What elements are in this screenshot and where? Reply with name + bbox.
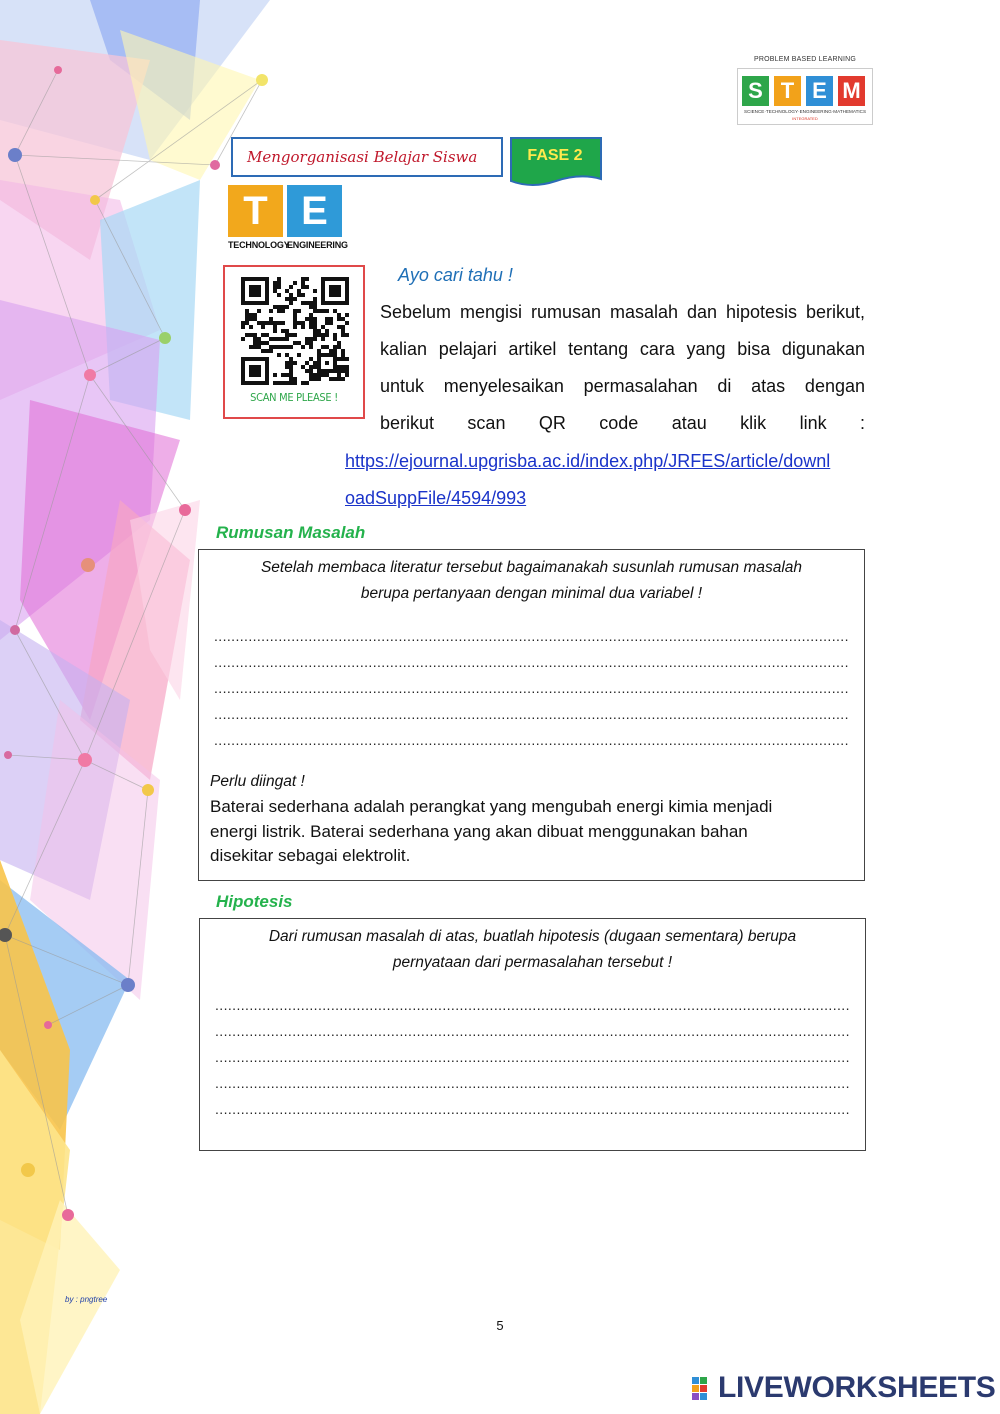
hipotesis-answer-line[interactable]: [215, 1023, 851, 1041]
stem-logo: [737, 56, 873, 126]
hipotesis-instruction: [200, 924, 865, 976]
note-line: Baterai sederhana adalah perangkat yang mengubah energi kimia menjadi: [210, 797, 773, 816]
stem-subtitle-2: INTEGRATED: [792, 116, 818, 121]
fase-badge: [510, 137, 604, 189]
intro-line: kalian pelajari artikel tentang cara yang bisa digunakan: [380, 339, 865, 359]
perlu-diingat-heading: Perlu diingat !: [210, 773, 305, 790]
rumusan-answer-line[interactable]: [214, 628, 850, 646]
stem-logo-box: [737, 68, 873, 125]
stem-letter-t: T: [774, 76, 801, 106]
rumusan-box: [198, 549, 865, 881]
intro-line: untuk menyelesaikan permasalahan di atas dengan: [380, 376, 865, 396]
rumusan-heading: Rumusan Masalah: [216, 523, 366, 542]
perlu-diingat-text: [210, 795, 850, 869]
note-line: energi listrik. Baterai sederhana yang akan dibuat menggunakan bahan: [210, 821, 748, 841]
image-credit: by : pngtree: [65, 1295, 108, 1304]
rumusan-instruction-line: berupa pertanyaan dengan minimal dua variabel !: [360, 585, 703, 602]
rumusan-answer-line[interactable]: [214, 732, 850, 750]
intro-line: berikut scan QR code atau klik link :: [380, 413, 865, 433]
hipotesis-answer-line[interactable]: [215, 1075, 851, 1093]
note-line: disekitar sebagai elektrolit.: [210, 846, 411, 865]
qr-caption: SCAN ME PLEASE !: [250, 391, 338, 404]
article-link-line-1[interactable]: https://ejournal.upgrisba.ac.id/index.php/JRFES/article/downl: [345, 451, 831, 471]
hipotesis-instruction-line: Dari rumusan masalah di atas, buatlah hipotesis (dugaan sementara) berupa: [268, 928, 797, 945]
technology-tile: T: [228, 185, 283, 237]
phase-title: Mengorganisasi Belajar Siswa: [247, 148, 478, 166]
rumusan-answer-line[interactable]: [214, 706, 850, 724]
rumusan-instruction-line: Setelah membaca literatur tersebut bagaimanakah susunlah rumusan masalah: [260, 559, 803, 576]
article-link-line-2[interactable]: oadSuppFile/4594/993: [345, 488, 527, 508]
engineering-tile: E: [287, 185, 342, 237]
hipotesis-answer-line[interactable]: [215, 1049, 851, 1067]
liveworksheets-brand: LIVEWORKSHEETS: [718, 1371, 996, 1404]
technology-label: TECHNOLOGY: [228, 240, 290, 250]
liveworksheets-icon: [692, 1377, 716, 1403]
hipotesis-heading: Hipotesis: [216, 892, 293, 911]
rumusan-answer-line[interactable]: [214, 680, 850, 698]
intro-line: Sebelum mengisi rumusan masalah dan hipotesis berikut,: [380, 302, 865, 322]
stem-top-label: PROBLEM BASED LEARNING: [753, 56, 857, 63]
fase-label: FASE 2: [527, 147, 583, 164]
page-number: 5: [496, 1318, 504, 1333]
rumusan-answer-line[interactable]: [214, 654, 850, 672]
hipotesis-instruction-line: pernyataan dari permasalahan tersebut !: [392, 954, 673, 971]
stem-letter-s: S: [742, 76, 769, 106]
stem-subtitle: SCIENCE·TECHNOLOGY·ENGINEERING·MATHEMATICS: [743, 109, 867, 114]
rumusan-instruction: [199, 555, 864, 607]
phase-title-box: [231, 137, 503, 177]
hipotesis-answer-line[interactable]: [215, 997, 851, 1015]
qr-code-icon[interactable]: [241, 277, 349, 385]
engineering-label: ENGINEERING: [287, 240, 348, 250]
qr-code-box[interactable]: [223, 265, 365, 419]
hipotesis-box: [199, 918, 866, 1151]
ayo-heading: Ayo cari tahu !: [398, 265, 513, 285]
hipotesis-answer-line[interactable]: [215, 1101, 851, 1119]
stem-letter-e: E: [806, 76, 833, 106]
stem-letter-m: M: [838, 76, 865, 106]
